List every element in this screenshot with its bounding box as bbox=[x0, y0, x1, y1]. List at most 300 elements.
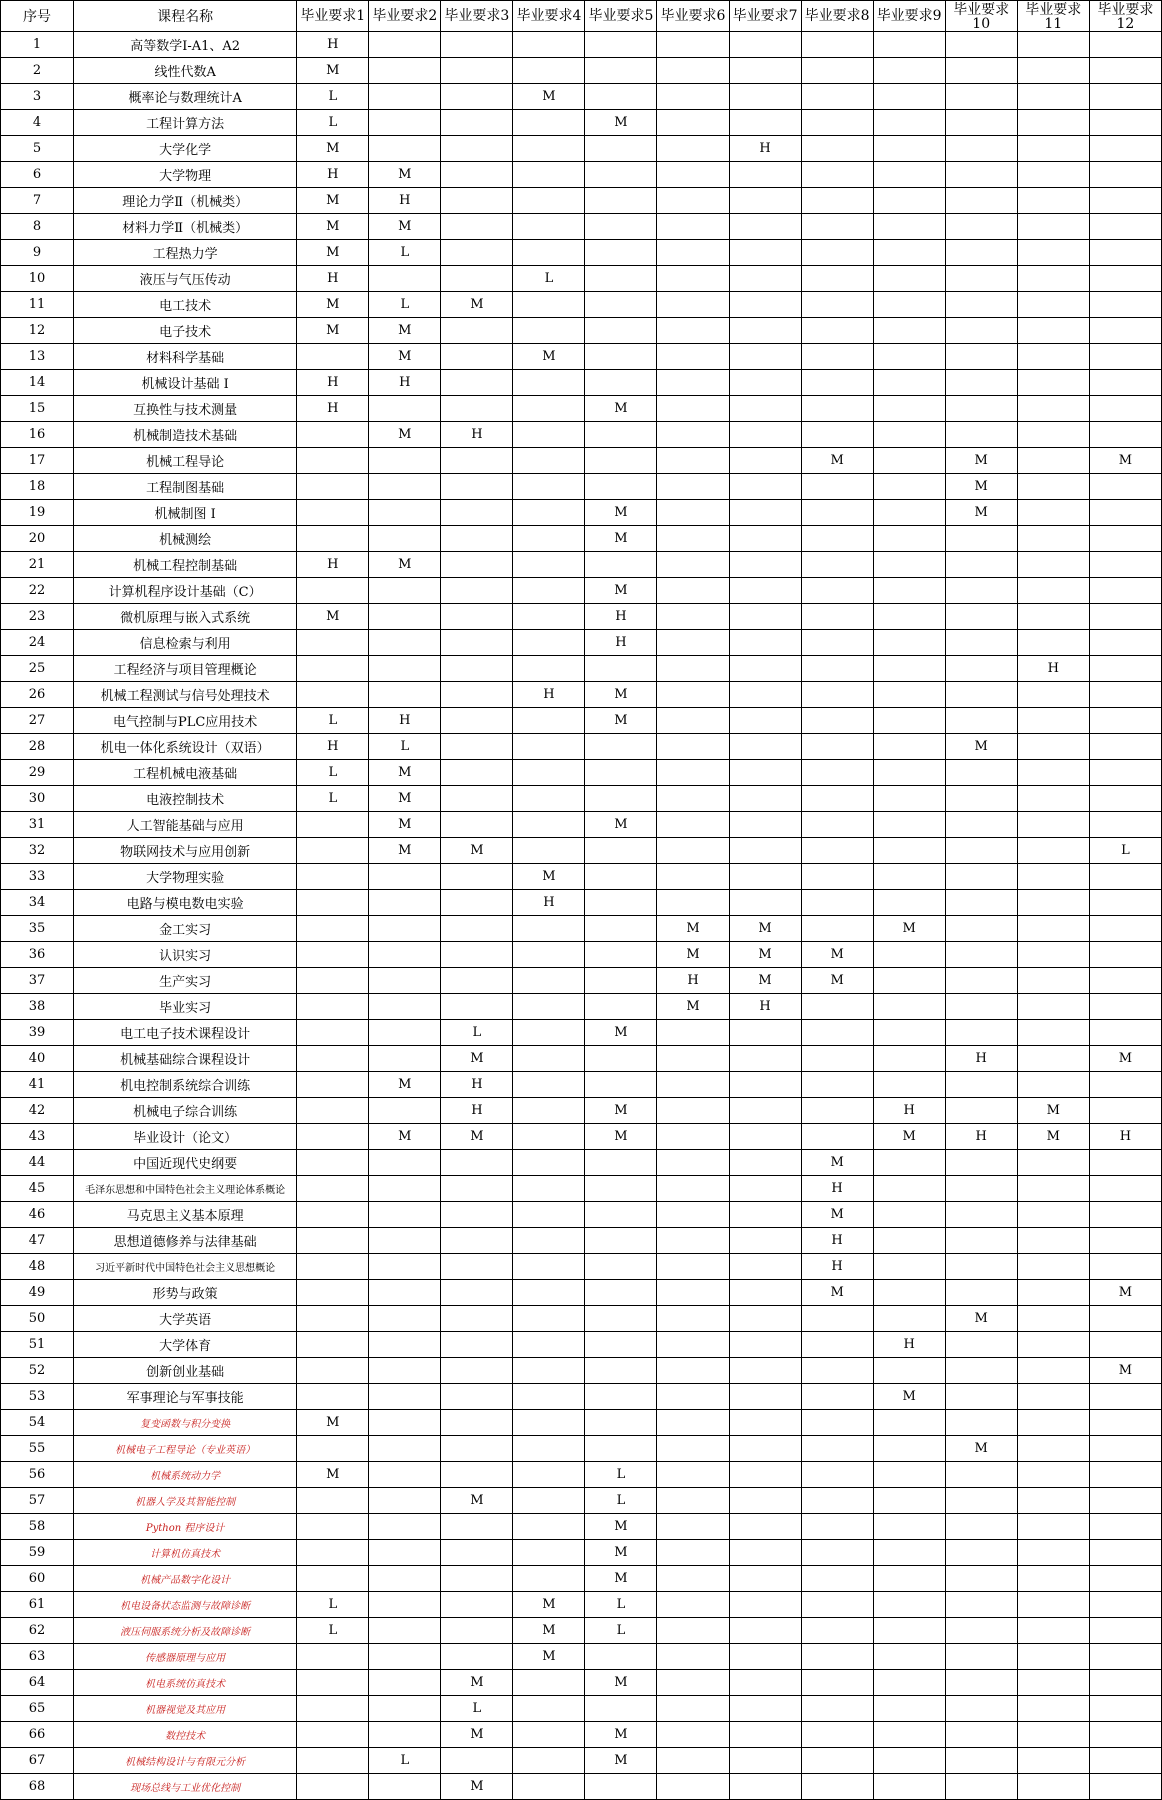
row-index: 63 bbox=[1, 1644, 74, 1670]
table-row bbox=[1, 1566, 1162, 1592]
requirement-4-level bbox=[513, 994, 585, 1020]
requirement-10-level bbox=[945, 786, 1017, 812]
requirement-4-level bbox=[513, 786, 585, 812]
requirement-4-level bbox=[513, 1020, 585, 1046]
requirement-4-level bbox=[513, 968, 585, 994]
requirement-2-level bbox=[369, 1306, 441, 1332]
requirement-6-level bbox=[657, 1696, 729, 1722]
requirement-7-level bbox=[729, 370, 801, 396]
requirement-6-level bbox=[657, 1124, 729, 1150]
row-index: 17 bbox=[1, 448, 74, 474]
requirement-11-level bbox=[1017, 916, 1089, 942]
requirement-11-level bbox=[1017, 1280, 1089, 1306]
requirement-8-level: M bbox=[801, 448, 873, 474]
requirement-1-level: L bbox=[297, 708, 369, 734]
requirement-9-level bbox=[873, 240, 945, 266]
row-index: 13 bbox=[1, 344, 74, 370]
requirement-8-level bbox=[801, 318, 873, 344]
requirement-12-level bbox=[1089, 1098, 1161, 1124]
row-index: 44 bbox=[1, 1150, 74, 1176]
requirement-8-level bbox=[801, 1540, 873, 1566]
requirement-12-level bbox=[1089, 422, 1161, 448]
requirement-12-level bbox=[1089, 1228, 1161, 1254]
requirement-2-level: M bbox=[369, 838, 441, 864]
requirement-12-level: M bbox=[1089, 448, 1161, 474]
requirement-9-level bbox=[873, 58, 945, 84]
requirement-1-level bbox=[297, 1072, 369, 1098]
requirement-8-level: M bbox=[801, 968, 873, 994]
requirement-8-level: H bbox=[801, 1176, 873, 1202]
requirement-12-level bbox=[1089, 812, 1161, 838]
requirement-6-level bbox=[657, 1306, 729, 1332]
requirement-8-level bbox=[801, 1566, 873, 1592]
requirement-3-level bbox=[441, 162, 513, 188]
requirement-9-level bbox=[873, 1202, 945, 1228]
requirement-1-level: H bbox=[297, 370, 369, 396]
requirement-4-level bbox=[513, 474, 585, 500]
requirement-11-level bbox=[1017, 292, 1089, 318]
requirement-9-level bbox=[873, 1436, 945, 1462]
requirement-10-level bbox=[945, 136, 1017, 162]
requirement-12-level bbox=[1089, 214, 1161, 240]
requirement-4-level bbox=[513, 396, 585, 422]
requirement-1-level bbox=[297, 1748, 369, 1774]
requirement-10-level: M bbox=[945, 474, 1017, 500]
requirement-11-level bbox=[1017, 1150, 1089, 1176]
requirement-4-level bbox=[513, 1072, 585, 1098]
requirement-7-level bbox=[729, 1332, 801, 1358]
requirement-9-level bbox=[873, 1774, 945, 1800]
requirement-3-level bbox=[441, 1202, 513, 1228]
requirement-2-level bbox=[369, 656, 441, 682]
requirement-6-level bbox=[657, 1618, 729, 1644]
requirement-10-level bbox=[945, 916, 1017, 942]
requirement-2-level bbox=[369, 32, 441, 58]
requirement-2-level bbox=[369, 942, 441, 968]
requirement-6-level bbox=[657, 188, 729, 214]
requirement-12-level bbox=[1089, 708, 1161, 734]
requirement-9-level bbox=[873, 370, 945, 396]
table-row bbox=[1, 838, 1162, 864]
requirement-10-level bbox=[945, 32, 1017, 58]
requirement-12-level bbox=[1089, 1410, 1161, 1436]
requirement-11-level bbox=[1017, 1332, 1089, 1358]
requirement-7-level: M bbox=[729, 916, 801, 942]
requirement-12-level: M bbox=[1089, 1358, 1161, 1384]
requirement-7-level bbox=[729, 1046, 801, 1072]
requirement-4-level bbox=[513, 1306, 585, 1332]
requirement-8-level bbox=[801, 1306, 873, 1332]
table-row bbox=[1, 1332, 1162, 1358]
table-row bbox=[1, 578, 1162, 604]
requirement-2-level bbox=[369, 1592, 441, 1618]
requirement-6-level bbox=[657, 1566, 729, 1592]
requirement-1-level bbox=[297, 1644, 369, 1670]
course-name: 大学英语 bbox=[74, 1306, 297, 1332]
requirement-1-level bbox=[297, 916, 369, 942]
requirement-9-level bbox=[873, 1514, 945, 1540]
row-index: 15 bbox=[1, 396, 74, 422]
requirement-1-level: M bbox=[297, 1462, 369, 1488]
requirement-3-level: M bbox=[441, 1046, 513, 1072]
requirement-9-level bbox=[873, 760, 945, 786]
requirement-4-level bbox=[513, 1202, 585, 1228]
requirement-1-level bbox=[297, 1228, 369, 1254]
requirement-1-level bbox=[297, 1202, 369, 1228]
requirement-8-level: H bbox=[801, 1228, 873, 1254]
requirement-1-level bbox=[297, 1280, 369, 1306]
table-row bbox=[1, 1644, 1162, 1670]
requirement-12-level bbox=[1089, 734, 1161, 760]
requirement-8-level bbox=[801, 1358, 873, 1384]
row-index: 57 bbox=[1, 1488, 74, 1514]
requirement-1-level bbox=[297, 1358, 369, 1384]
table-row bbox=[1, 526, 1162, 552]
requirement-10-level bbox=[945, 396, 1017, 422]
row-index: 35 bbox=[1, 916, 74, 942]
table-row bbox=[1, 1488, 1162, 1514]
requirement-2-level bbox=[369, 110, 441, 136]
requirement-7-level bbox=[729, 1176, 801, 1202]
requirement-5-level bbox=[585, 474, 657, 500]
requirement-3-level: M bbox=[441, 1670, 513, 1696]
requirement-11-level bbox=[1017, 526, 1089, 552]
table-row bbox=[1, 370, 1162, 396]
requirement-1-level bbox=[297, 1254, 369, 1280]
requirement-4-level bbox=[513, 1384, 585, 1410]
row-index: 33 bbox=[1, 864, 74, 890]
table-row bbox=[1, 318, 1162, 344]
requirement-6-level bbox=[657, 1540, 729, 1566]
requirement-11-level bbox=[1017, 266, 1089, 292]
requirement-1-level: L bbox=[297, 1592, 369, 1618]
requirement-1-level: H bbox=[297, 734, 369, 760]
row-index: 25 bbox=[1, 656, 74, 682]
requirement-7-level bbox=[729, 838, 801, 864]
requirement-7-level bbox=[729, 1696, 801, 1722]
requirement-2-level: M bbox=[369, 162, 441, 188]
row-index: 28 bbox=[1, 734, 74, 760]
requirement-1-level bbox=[297, 1046, 369, 1072]
requirement-12-level bbox=[1089, 942, 1161, 968]
requirement-10-level bbox=[945, 552, 1017, 578]
requirement-5-level bbox=[585, 942, 657, 968]
requirement-10-level bbox=[945, 1566, 1017, 1592]
requirement-9-level bbox=[873, 1150, 945, 1176]
requirement-6-level bbox=[657, 526, 729, 552]
requirement-12-level bbox=[1089, 1462, 1161, 1488]
table-row bbox=[1, 1124, 1162, 1150]
requirement-3-level: H bbox=[441, 1098, 513, 1124]
table-row bbox=[1, 214, 1162, 240]
requirement-6-level bbox=[657, 1280, 729, 1306]
table-row bbox=[1, 1306, 1162, 1332]
table-row bbox=[1, 604, 1162, 630]
requirement-9-level: H bbox=[873, 1332, 945, 1358]
requirement-1-level bbox=[297, 1332, 369, 1358]
course-name: 机械制图 I bbox=[74, 500, 297, 526]
requirement-11-level bbox=[1017, 422, 1089, 448]
requirement-7-level bbox=[729, 266, 801, 292]
requirement-6-level bbox=[657, 370, 729, 396]
requirement-5-level: M bbox=[585, 110, 657, 136]
requirement-9-level bbox=[873, 1488, 945, 1514]
requirement-6-level bbox=[657, 630, 729, 656]
requirement-6-level bbox=[657, 812, 729, 838]
row-index: 60 bbox=[1, 1566, 74, 1592]
requirement-3-level: M bbox=[441, 292, 513, 318]
requirement-11-level bbox=[1017, 630, 1089, 656]
requirement-9-level bbox=[873, 1618, 945, 1644]
course-name: 机械设计基础 Ⅰ bbox=[74, 370, 297, 396]
requirement-8-level bbox=[801, 1618, 873, 1644]
requirement-2-level bbox=[369, 1228, 441, 1254]
requirement-8-level bbox=[801, 604, 873, 630]
requirement-9-level bbox=[873, 838, 945, 864]
row-index: 19 bbox=[1, 500, 74, 526]
requirement-6-level bbox=[657, 1774, 729, 1800]
requirement-11-level bbox=[1017, 1306, 1089, 1332]
row-index: 47 bbox=[1, 1228, 74, 1254]
table-row bbox=[1, 1462, 1162, 1488]
requirement-4-level bbox=[513, 942, 585, 968]
requirement-1-level bbox=[297, 994, 369, 1020]
requirement-7-level bbox=[729, 1072, 801, 1098]
requirement-9-level bbox=[873, 682, 945, 708]
requirement-7-level bbox=[729, 1722, 801, 1748]
requirement-4-level bbox=[513, 1150, 585, 1176]
requirement-11-level bbox=[1017, 1514, 1089, 1540]
requirement-9-level bbox=[873, 1358, 945, 1384]
course-name: 机电一体化系统设计（双语） bbox=[74, 734, 297, 760]
requirement-7-level bbox=[729, 1202, 801, 1228]
requirement-5-level bbox=[585, 84, 657, 110]
requirement-8-level bbox=[801, 110, 873, 136]
requirement-5-level: H bbox=[585, 630, 657, 656]
requirement-9-level bbox=[873, 578, 945, 604]
course-name: 机器人学及其智能控制 bbox=[74, 1488, 297, 1514]
requirement-10-level: H bbox=[945, 1124, 1017, 1150]
row-index: 38 bbox=[1, 994, 74, 1020]
requirement-7-level bbox=[729, 1540, 801, 1566]
requirement-7-level bbox=[729, 1280, 801, 1306]
course-name: 人工智能基础与应用 bbox=[74, 812, 297, 838]
requirement-9-level bbox=[873, 448, 945, 474]
course-name: 马克思主义基本原理 bbox=[74, 1202, 297, 1228]
course-name: 电子技术 bbox=[74, 318, 297, 344]
requirement-2-level bbox=[369, 1722, 441, 1748]
row-index: 12 bbox=[1, 318, 74, 344]
course-name: 生产实习 bbox=[74, 968, 297, 994]
requirement-10-level bbox=[945, 1384, 1017, 1410]
requirement-4-level: M bbox=[513, 344, 585, 370]
requirement-12-level bbox=[1089, 526, 1161, 552]
requirement-2-level bbox=[369, 1488, 441, 1514]
requirement-5-level: M bbox=[585, 500, 657, 526]
requirement-8-level bbox=[801, 1124, 873, 1150]
row-index: 2 bbox=[1, 58, 74, 84]
requirement-4-level bbox=[513, 1722, 585, 1748]
course-name: 电工技术 bbox=[74, 292, 297, 318]
requirement-4-level: M bbox=[513, 864, 585, 890]
requirement-12-level bbox=[1089, 916, 1161, 942]
requirement-11-level bbox=[1017, 500, 1089, 526]
requirement-7-level bbox=[729, 786, 801, 812]
requirement-6-level bbox=[657, 1722, 729, 1748]
requirement-3-level bbox=[441, 1176, 513, 1202]
requirement-11-level bbox=[1017, 370, 1089, 396]
table-row bbox=[1, 1696, 1162, 1722]
requirement-1-level: L bbox=[297, 1618, 369, 1644]
requirement-11-level bbox=[1017, 344, 1089, 370]
requirement-8-level bbox=[801, 734, 873, 760]
requirement-9-level bbox=[873, 1566, 945, 1592]
requirement-2-level bbox=[369, 1150, 441, 1176]
requirement-7-level bbox=[729, 214, 801, 240]
requirement-8-level bbox=[801, 1488, 873, 1514]
header-requirement-7: 毕业要求7 bbox=[729, 1, 801, 32]
requirement-1-level: L bbox=[297, 760, 369, 786]
requirement-7-level bbox=[729, 422, 801, 448]
course-name: 机械测绘 bbox=[74, 526, 297, 552]
requirement-8-level bbox=[801, 266, 873, 292]
course-name: 习近平新时代中国特色社会主义思想概论 bbox=[74, 1254, 297, 1280]
requirement-4-level bbox=[513, 1124, 585, 1150]
requirement-10-level bbox=[945, 344, 1017, 370]
requirement-5-level bbox=[585, 1696, 657, 1722]
requirement-6-level bbox=[657, 552, 729, 578]
requirement-12-level bbox=[1089, 552, 1161, 578]
row-index: 53 bbox=[1, 1384, 74, 1410]
requirement-5-level bbox=[585, 1150, 657, 1176]
requirement-9-level bbox=[873, 1306, 945, 1332]
table-row bbox=[1, 396, 1162, 422]
requirement-12-level bbox=[1089, 1020, 1161, 1046]
requirement-9-level bbox=[873, 1748, 945, 1774]
row-index: 52 bbox=[1, 1358, 74, 1384]
requirement-2-level: L bbox=[369, 1748, 441, 1774]
requirement-9-level bbox=[873, 188, 945, 214]
course-name: Python 程序设计 bbox=[74, 1514, 297, 1540]
requirement-9-level: M bbox=[873, 1384, 945, 1410]
requirement-10-level bbox=[945, 682, 1017, 708]
requirement-11-level bbox=[1017, 682, 1089, 708]
requirement-6-level bbox=[657, 578, 729, 604]
course-name: 机械产品数字化设计 bbox=[74, 1566, 297, 1592]
requirement-3-level bbox=[441, 266, 513, 292]
requirement-7-level bbox=[729, 1020, 801, 1046]
requirement-5-level bbox=[585, 968, 657, 994]
requirement-5-level bbox=[585, 32, 657, 58]
requirement-6-level bbox=[657, 1228, 729, 1254]
requirement-4-level bbox=[513, 500, 585, 526]
requirement-4-level bbox=[513, 552, 585, 578]
requirement-5-level: M bbox=[585, 1020, 657, 1046]
requirement-2-level bbox=[369, 396, 441, 422]
requirement-2-level bbox=[369, 994, 441, 1020]
requirement-12-level bbox=[1089, 1670, 1161, 1696]
requirement-6-level bbox=[657, 58, 729, 84]
table-row bbox=[1, 136, 1162, 162]
requirement-7-level bbox=[729, 734, 801, 760]
requirement-2-level bbox=[369, 1176, 441, 1202]
requirement-5-level bbox=[585, 1358, 657, 1384]
requirement-5-level bbox=[585, 1332, 657, 1358]
row-index: 31 bbox=[1, 812, 74, 838]
requirement-5-level bbox=[585, 656, 657, 682]
requirement-2-level: M bbox=[369, 1072, 441, 1098]
requirement-12-level bbox=[1089, 1514, 1161, 1540]
requirement-4-level bbox=[513, 916, 585, 942]
requirement-9-level bbox=[873, 214, 945, 240]
table-row bbox=[1, 630, 1162, 656]
requirement-8-level bbox=[801, 1748, 873, 1774]
requirement-6-level bbox=[657, 1046, 729, 1072]
requirement-1-level: H bbox=[297, 266, 369, 292]
requirement-11-level bbox=[1017, 1540, 1089, 1566]
requirement-6-level bbox=[657, 318, 729, 344]
requirement-6-level bbox=[657, 474, 729, 500]
requirement-4-level: L bbox=[513, 266, 585, 292]
requirement-6-level bbox=[657, 500, 729, 526]
requirement-10-level bbox=[945, 266, 1017, 292]
matrix-body bbox=[1, 32, 1162, 1800]
requirement-9-level bbox=[873, 604, 945, 630]
requirement-1-level bbox=[297, 630, 369, 656]
requirement-2-level bbox=[369, 682, 441, 708]
requirement-7-level bbox=[729, 1566, 801, 1592]
requirement-4-level: H bbox=[513, 890, 585, 916]
requirement-5-level bbox=[585, 838, 657, 864]
course-name: 军事理论与军事技能 bbox=[74, 1384, 297, 1410]
requirement-5-level bbox=[585, 214, 657, 240]
requirement-5-level: M bbox=[585, 578, 657, 604]
requirement-2-level bbox=[369, 1358, 441, 1384]
requirement-7-level bbox=[729, 1358, 801, 1384]
requirement-2-level bbox=[369, 604, 441, 630]
requirement-1-level bbox=[297, 1306, 369, 1332]
requirement-6-level bbox=[657, 344, 729, 370]
requirement-3-level: L bbox=[441, 1020, 513, 1046]
course-name: 液压伺服系统分析及故障诊断 bbox=[74, 1618, 297, 1644]
requirement-10-level bbox=[945, 1228, 1017, 1254]
requirement-2-level bbox=[369, 1644, 441, 1670]
requirement-1-level bbox=[297, 1020, 369, 1046]
row-index: 45 bbox=[1, 1176, 74, 1202]
requirement-11-level bbox=[1017, 448, 1089, 474]
requirement-7-level bbox=[729, 1150, 801, 1176]
requirement-9-level bbox=[873, 136, 945, 162]
requirement-12-level bbox=[1089, 58, 1161, 84]
requirement-8-level bbox=[801, 162, 873, 188]
requirement-6-level bbox=[657, 84, 729, 110]
requirement-8-level bbox=[801, 1410, 873, 1436]
requirement-11-level bbox=[1017, 1254, 1089, 1280]
requirement-4-level bbox=[513, 1696, 585, 1722]
requirement-9-level bbox=[873, 1254, 945, 1280]
row-index: 8 bbox=[1, 214, 74, 240]
requirement-10-level bbox=[945, 1462, 1017, 1488]
requirement-2-level bbox=[369, 1696, 441, 1722]
requirement-6-level bbox=[657, 1514, 729, 1540]
requirement-9-level bbox=[873, 1670, 945, 1696]
requirement-2-level bbox=[369, 1332, 441, 1358]
table-row bbox=[1, 1020, 1162, 1046]
requirement-1-level: M bbox=[297, 58, 369, 84]
requirement-6-level bbox=[657, 682, 729, 708]
requirement-7-level bbox=[729, 708, 801, 734]
requirement-7-level bbox=[729, 1384, 801, 1410]
